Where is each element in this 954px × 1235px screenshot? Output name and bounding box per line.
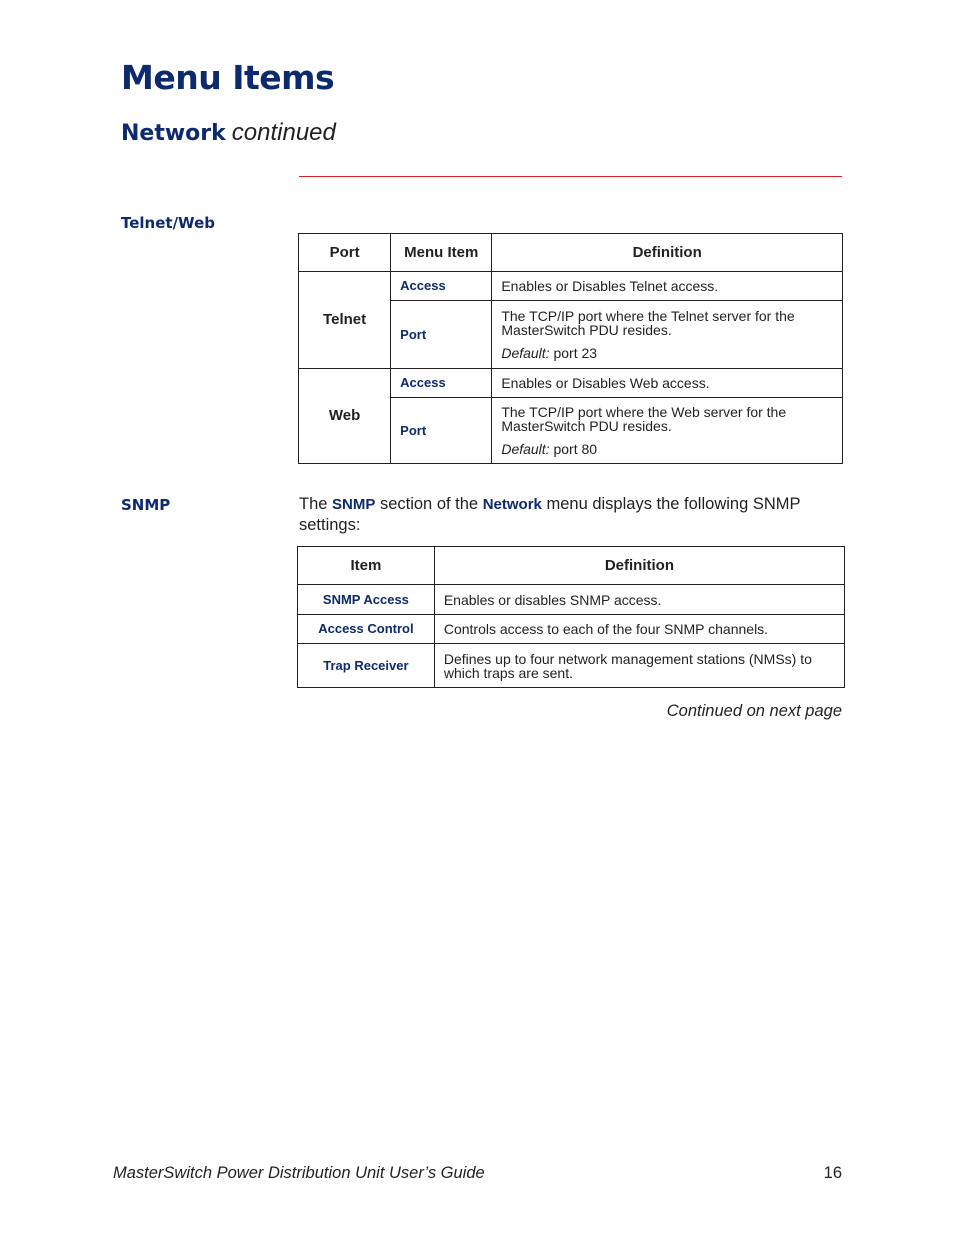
menu-item-telnet-port: Port bbox=[391, 301, 492, 369]
definition-web-port bbox=[492, 398, 843, 464]
table-row bbox=[298, 585, 845, 615]
column-header-port: Port bbox=[299, 234, 391, 272]
column-header-definition: Definition bbox=[434, 547, 844, 585]
continued-note: Continued on next page bbox=[666, 702, 842, 720]
definition-telnet-port bbox=[492, 301, 843, 369]
intro-text: The bbox=[299, 495, 333, 513]
port-telnet: Telnet bbox=[299, 272, 391, 369]
port-web: Web bbox=[299, 369, 391, 464]
page-title: Menu Items bbox=[121, 58, 335, 97]
item-trap-receiver: Trap Receiver bbox=[298, 644, 435, 688]
table-row bbox=[298, 615, 845, 644]
column-header-menu-item: Menu Item bbox=[391, 234, 492, 272]
section-title bbox=[121, 119, 336, 147]
snmp-heading: SNMP bbox=[121, 496, 171, 514]
intro-text: menu displays the following SNMP settings: bbox=[299, 495, 801, 534]
telnet-web-table bbox=[298, 233, 843, 464]
footer-title: MasterSwitch Power Distribution Unit User’s Guide bbox=[113, 1164, 485, 1182]
definition-web-access: Enables or Disables Web access. bbox=[492, 369, 843, 398]
telnet-web-heading: Telnet/Web bbox=[121, 214, 215, 232]
menu-item-web-access: Access bbox=[391, 369, 492, 398]
section-divider bbox=[299, 176, 842, 177]
table-row bbox=[299, 272, 843, 301]
item-snmp-access: SNMP Access bbox=[298, 585, 435, 615]
item-access-control: Access Control bbox=[298, 615, 435, 644]
intro-keyword-snmp: SNMP bbox=[332, 496, 376, 513]
intro-text: section of the bbox=[375, 495, 483, 513]
default-value-line bbox=[501, 346, 833, 360]
section-continued: continued bbox=[231, 119, 336, 146]
definition-trap-receiver: Defines up to four network management stations (NMSs) to which traps are sent. bbox=[434, 644, 844, 688]
menu-item-web-port: Port bbox=[391, 398, 492, 464]
definition-access-control: Controls access to each of the four SNMP channels. bbox=[434, 615, 844, 644]
column-header-item: Item bbox=[298, 547, 435, 585]
default-label: Default: bbox=[501, 441, 550, 457]
definition-snmp-access: Enables or disables SNMP access. bbox=[434, 585, 844, 615]
table-header-row bbox=[299, 234, 843, 272]
page-number: 16 bbox=[823, 1164, 842, 1182]
section-name: Network bbox=[121, 121, 226, 146]
default-label: Default: bbox=[501, 345, 550, 361]
menu-item-telnet-access: Access bbox=[391, 272, 492, 301]
snmp-intro bbox=[299, 494, 844, 535]
table-header-row bbox=[298, 547, 845, 585]
default-value: port 23 bbox=[549, 345, 598, 361]
table-row bbox=[298, 644, 845, 688]
table-row bbox=[299, 369, 843, 398]
default-value: port 80 bbox=[549, 441, 598, 457]
definition-telnet-access: Enables or Disables Telnet access. bbox=[492, 272, 843, 301]
column-header-definition: Definition bbox=[492, 234, 843, 272]
definition-text: The TCP/IP port where the Web server for the MasterSwitch PDU resides. bbox=[501, 404, 787, 434]
intro-keyword-network: Network bbox=[482, 496, 542, 513]
definition-text: The TCP/IP port where the Telnet server for the MasterSwitch PDU resides. bbox=[501, 308, 795, 338]
snmp-table bbox=[297, 546, 845, 688]
default-value-line bbox=[501, 442, 833, 456]
